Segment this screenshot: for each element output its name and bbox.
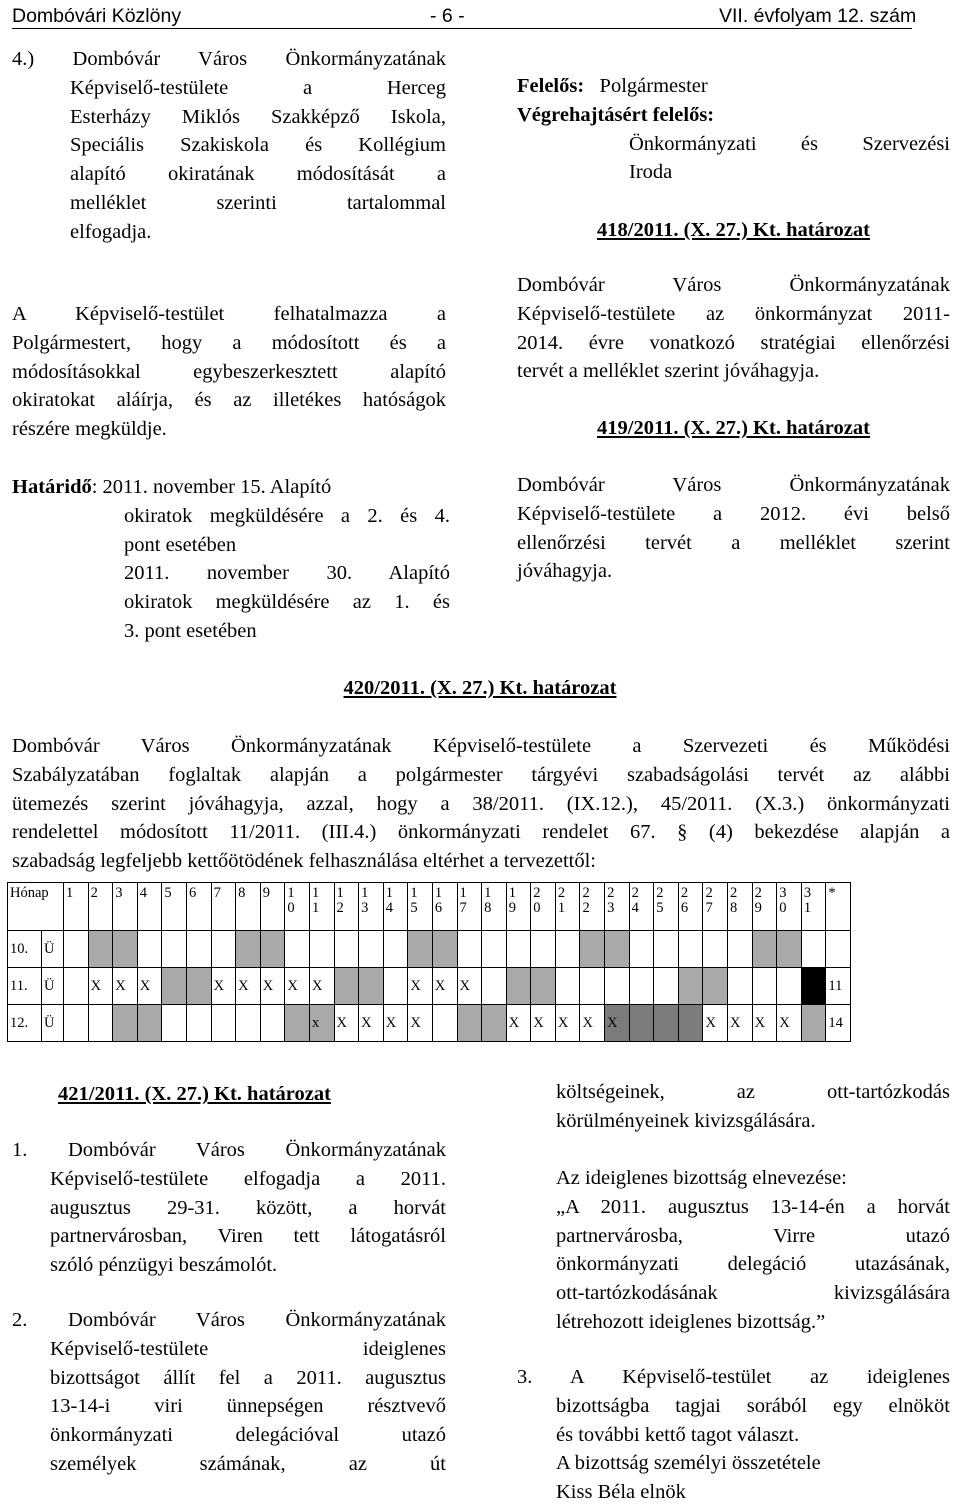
day-header: 27 <box>703 883 728 931</box>
weekday-label: Ü <box>42 968 64 1005</box>
day-cell <box>482 1005 507 1042</box>
text-line: Képviselő-testülete az önkormányzat 2011- <box>517 302 950 325</box>
day-cell <box>432 1005 457 1042</box>
day-header: 21 <box>555 883 580 931</box>
day-cell: X <box>605 1005 630 1042</box>
day-cell <box>678 931 703 968</box>
text-line: ott-tartózkodásának kivizsgálására <box>556 1282 950 1305</box>
day-cell: X <box>285 968 310 1005</box>
day-cell <box>629 968 654 1005</box>
day-cell: X <box>777 1005 802 1042</box>
text-line: bizottságot állít fel a 2011. augusztus <box>50 1366 446 1389</box>
day-header: 7 <box>211 883 236 931</box>
day-header: 5 <box>162 883 187 931</box>
text-line: : 2011. november 15. Alapító <box>91 476 332 498</box>
day-header: 18 <box>482 883 507 931</box>
month-total: 14 <box>826 1005 851 1042</box>
day-header: 1 <box>64 883 89 931</box>
authorization-paragraph <box>12 300 446 444</box>
day-cell <box>482 931 507 968</box>
day-header: 25 <box>654 883 679 931</box>
day-cell <box>186 1005 211 1042</box>
day-header: 16 <box>432 883 457 931</box>
text-line: elfogadja. <box>70 220 152 243</box>
text-line: melléklet szerinti tartalommal <box>70 191 446 214</box>
day-cell <box>285 1005 310 1042</box>
day-cell: X <box>752 1005 777 1042</box>
text-line: 1. Dombóvár Város Önkormányzatának <box>12 1139 446 1161</box>
resolution-421-title: 421/2011. (X. 27.) Kt. határozat <box>58 1083 331 1105</box>
day-cell: X <box>432 968 457 1005</box>
day-header: 23 <box>605 883 630 931</box>
day-cell: X <box>211 968 236 1005</box>
day-cell <box>162 968 187 1005</box>
day-cell: X <box>236 968 261 1005</box>
text-line: Dombóvár Város Önkormányzatának <box>517 474 950 496</box>
day-cell <box>580 968 605 1005</box>
month-label: 11. <box>8 968 42 1005</box>
day-cell <box>678 1005 703 1042</box>
month-header: Hónap <box>8 883 64 931</box>
day-cell <box>555 931 580 968</box>
text-line: ütemezés szerint jóváhagyja, azzal, hogy a 38/2011. (IX.12.), 45/2011. (X.3.) önkormányzati <box>12 792 950 815</box>
text-line: szabadság legfeljebb kettőötödének felhasználása eltérhet a tervezettől: <box>12 850 596 873</box>
day-cell <box>506 968 531 1005</box>
day-cell <box>137 1005 162 1042</box>
day-cell <box>432 931 457 968</box>
month-total <box>826 931 851 968</box>
day-header: 17 <box>457 883 482 931</box>
day-cell <box>359 968 384 1005</box>
text-line: 2. Dombóvár Város Önkormányzatának <box>12 1309 446 1331</box>
day-header: 15 <box>408 883 433 931</box>
day-cell: X <box>457 968 482 1005</box>
text-line: Dombóvár Város Önkormányzatának Képviselő-testülete a Szervezeti és Működési <box>12 735 950 757</box>
day-cell <box>236 1005 261 1042</box>
resolution-420-text <box>12 732 950 876</box>
text-line: Szabályzatában foglaltak alapján a polgármester tárgyévi szabadságolási tervét az alábbi <box>12 763 950 786</box>
schedule-month-row <box>8 1005 851 1042</box>
day-cell: X <box>703 1005 728 1042</box>
resolution-421-point2 <box>12 1306 446 1479</box>
text-line: 3. A Képviselő-testület az ideiglenes <box>517 1366 950 1388</box>
item4-paragraph <box>12 45 446 247</box>
day-header: 22 <box>580 883 605 931</box>
day-cell <box>629 931 654 968</box>
schedule-header-row <box>8 883 851 931</box>
day-cell: X <box>309 968 334 1005</box>
text-line: Képviselő-testülete elfogadja a 2011. <box>50 1167 446 1190</box>
text-line: okiratokat aláírja, és az illetékes hatóságok <box>12 389 446 412</box>
responsible-value: Polgármester <box>599 75 708 97</box>
day-header: 28 <box>728 883 753 931</box>
resolution-419-title: 419/2011. (X. 27.) Kt. határozat <box>597 417 870 439</box>
text-line: önkormányzati delegáció utazásának, <box>556 1253 950 1276</box>
text-line: 13-14-i viri ünnepségen résztvevő <box>50 1395 446 1418</box>
schedule-month-row <box>8 931 851 968</box>
day-cell <box>678 968 703 1005</box>
text-line: augusztus 29-31. között, a horvát <box>50 1196 446 1219</box>
day-cell: X <box>260 968 285 1005</box>
text-line: létrehozott ideiglenes bizottság.” <box>556 1310 826 1333</box>
text-line: A bizottság személyi összetétele <box>556 1452 821 1475</box>
text-line: 2014. évre vonatkozó stratégiai ellenőrzési <box>517 331 950 354</box>
day-cell <box>777 968 802 1005</box>
day-cell <box>654 968 679 1005</box>
resolution-421-continuation <box>556 1078 950 1136</box>
page-header <box>12 0 917 29</box>
day-cell <box>309 931 334 968</box>
day-cell <box>506 931 531 968</box>
text-line: és további kettő tagot választ. <box>556 1423 800 1446</box>
resolution-421-point3 <box>517 1363 950 1507</box>
resolution-420-title: 420/2011. (X. 27.) Kt. határozat <box>343 677 617 699</box>
day-header: 13 <box>359 883 384 931</box>
text-line: szóló pénzügyi beszámolót. <box>50 1254 278 1277</box>
text-line: Polgármestert, hogy a módosított és a <box>12 331 446 354</box>
day-cell: X <box>334 1005 359 1042</box>
text-line: költségeinek, az ott-tartózkodás <box>556 1081 950 1103</box>
day-cell <box>64 1005 89 1042</box>
day-cell <box>383 968 408 1005</box>
text-line: Képviselő-testülete a Herceg <box>70 76 446 99</box>
day-cell <box>728 968 753 1005</box>
day-cell <box>383 931 408 968</box>
day-cell <box>162 1005 187 1042</box>
publication-name: Dombóvári Közlöny <box>12 5 182 27</box>
day-cell <box>236 931 261 968</box>
text-line: partnervárosba, Virre utazó <box>556 1224 950 1247</box>
text-line: Dombóvár Város Önkormányzatának <box>517 274 950 296</box>
day-cell: X <box>580 1005 605 1042</box>
day-cell <box>629 1005 654 1042</box>
text-line: „A 2011. augusztus 13-14-én a horvát <box>556 1195 950 1218</box>
month-total: 11 <box>826 968 851 1005</box>
volume-info: VII. évfolyam 12. szám <box>719 5 917 27</box>
day-cell: x <box>309 1005 334 1042</box>
text-line: okiratok megküldésére az 1. és <box>124 591 450 614</box>
day-cell <box>752 968 777 1005</box>
day-cell <box>64 931 89 968</box>
day-header: 6 <box>186 883 211 931</box>
day-header: 11 <box>309 883 334 931</box>
day-cell <box>88 1005 113 1042</box>
deadline-label: Határidő <box>12 476 92 498</box>
text-line: A Képviselő-testület felhatalmazza a <box>12 303 446 325</box>
day-cell <box>703 931 728 968</box>
text-line: személyek számának, az út <box>50 1452 446 1475</box>
text-line: önkormányzati delegációval utazó <box>50 1424 446 1447</box>
responsible-block <box>517 72 950 187</box>
day-cell <box>801 1005 826 1042</box>
day-cell <box>801 931 826 968</box>
text-line: okiratok megküldésére a 2. és 4. <box>124 504 450 527</box>
day-cell <box>359 931 384 968</box>
text-line: Képviselő-testülete ideiglenes <box>50 1337 446 1360</box>
text-line: tervét a melléklet szerint jóváhagyja. <box>517 360 820 383</box>
day-cell <box>457 931 482 968</box>
day-cell <box>482 968 507 1005</box>
day-header: 20 <box>531 883 556 931</box>
day-cell <box>211 931 236 968</box>
day-cell: X <box>408 1005 433 1042</box>
day-cell <box>285 931 310 968</box>
day-header: 3 <box>113 883 138 931</box>
day-header: 30 <box>777 883 802 931</box>
day-header: 24 <box>629 883 654 931</box>
day-cell <box>113 1005 138 1042</box>
text-line: Speciális Szakiskola és Kollégium <box>70 134 446 157</box>
month-label: 12. <box>8 1005 42 1042</box>
day-cell <box>88 931 113 968</box>
day-cell: X <box>88 968 113 1005</box>
text-line: bizottságba tagjai sorából egy elnököt <box>556 1394 950 1417</box>
day-header: 31 <box>801 883 826 931</box>
resolution-421-point1 <box>12 1136 446 1280</box>
day-cell <box>457 1005 482 1042</box>
text-line: 4.) Dombóvár Város Önkormányzatának <box>12 48 446 70</box>
day-cell <box>260 931 285 968</box>
day-header: 8 <box>236 883 261 931</box>
text-line: 3. pont esetében <box>124 619 257 642</box>
responsible-label: Felelős: <box>517 75 585 97</box>
text-line: körülményeinek kivizsgálására. <box>556 1109 816 1132</box>
day-header: 12 <box>334 883 359 931</box>
leave-schedule-table <box>7 882 851 1042</box>
day-header: 2 <box>88 883 113 931</box>
day-cell: X <box>113 968 138 1005</box>
resolution-418-text <box>517 271 950 386</box>
committee-name-block <box>556 1164 950 1337</box>
day-header: 14 <box>383 883 408 931</box>
day-cell <box>408 931 433 968</box>
day-cell: X <box>359 1005 384 1042</box>
day-cell <box>605 931 630 968</box>
text-line: 2011. november 30. Alapító <box>124 562 450 585</box>
resolution-418-title: 418/2011. (X. 27.) Kt. határozat <box>597 219 870 241</box>
day-header: 10 <box>285 883 310 931</box>
day-cell <box>777 931 802 968</box>
text-line: Esterházy Miklós Szakképző Iskola, <box>70 105 446 128</box>
day-cell: X <box>555 1005 580 1042</box>
day-cell <box>137 931 162 968</box>
day-cell: X <box>506 1005 531 1042</box>
day-cell: X <box>531 1005 556 1042</box>
day-cell <box>113 931 138 968</box>
day-header: 29 <box>752 883 777 931</box>
day-cell <box>703 968 728 1005</box>
day-cell <box>162 931 187 968</box>
text-line: részére megküldje. <box>12 418 167 441</box>
day-cell <box>211 1005 236 1042</box>
month-label: 10. <box>8 931 42 968</box>
weekday-label: Ü <box>42 931 64 968</box>
total-header: * <box>826 883 851 931</box>
day-cell <box>186 931 211 968</box>
text-line: Önkormányzati és Szervezési <box>629 132 950 155</box>
text-line: Képviselő-testülete a 2012. évi belső <box>517 502 950 525</box>
day-cell <box>334 931 359 968</box>
day-cell <box>64 968 89 1005</box>
day-cell: X <box>408 968 433 1005</box>
text-line: partnervárosban, Viren tett látogatásról <box>50 1225 446 1248</box>
day-cell <box>334 968 359 1005</box>
day-cell <box>531 931 556 968</box>
day-cell: X <box>728 1005 753 1042</box>
day-cell <box>605 968 630 1005</box>
day-cell <box>801 968 826 1005</box>
page-number: - 6 - <box>430 5 465 27</box>
day-cell <box>654 1005 679 1042</box>
text-line: Az ideiglenes bizottság elnevezése: <box>556 1167 847 1189</box>
day-cell <box>555 968 580 1005</box>
text-line: rendelettel módosított 11/2011. (III.4.) önkormányzati rendelet 67. § (4) bekezdése alapján a <box>12 821 950 844</box>
text-line: módosításokkal egybeszerkesztett alapító <box>12 360 446 383</box>
schedule-month-row <box>8 968 851 1005</box>
day-header: 4 <box>137 883 162 931</box>
text-line: alapító okiratának módosítását a <box>70 163 446 186</box>
text-line: pont esetében <box>124 533 237 556</box>
text-line: ellenőrzési tervét a melléklet szerint <box>517 531 950 554</box>
day-header: 19 <box>506 883 531 931</box>
day-cell <box>260 1005 285 1042</box>
resolution-419-text <box>517 471 950 586</box>
day-cell <box>728 931 753 968</box>
text-line: Iroda <box>629 161 673 184</box>
day-cell <box>654 931 679 968</box>
day-header: 26 <box>678 883 703 931</box>
day-cell <box>580 931 605 968</box>
day-header: 9 <box>260 883 285 931</box>
text-line: jóváhagyja. <box>517 560 613 583</box>
deadline-block <box>12 473 452 646</box>
day-cell <box>186 968 211 1005</box>
weekday-label: Ü <box>42 1005 64 1042</box>
day-cell <box>531 968 556 1005</box>
day-cell: X <box>137 968 162 1005</box>
day-cell: X <box>383 1005 408 1042</box>
exec-label: Végrehajtásért felelős: <box>517 103 715 126</box>
text-line: Kiss Béla elnök <box>556 1481 686 1504</box>
day-cell <box>752 931 777 968</box>
